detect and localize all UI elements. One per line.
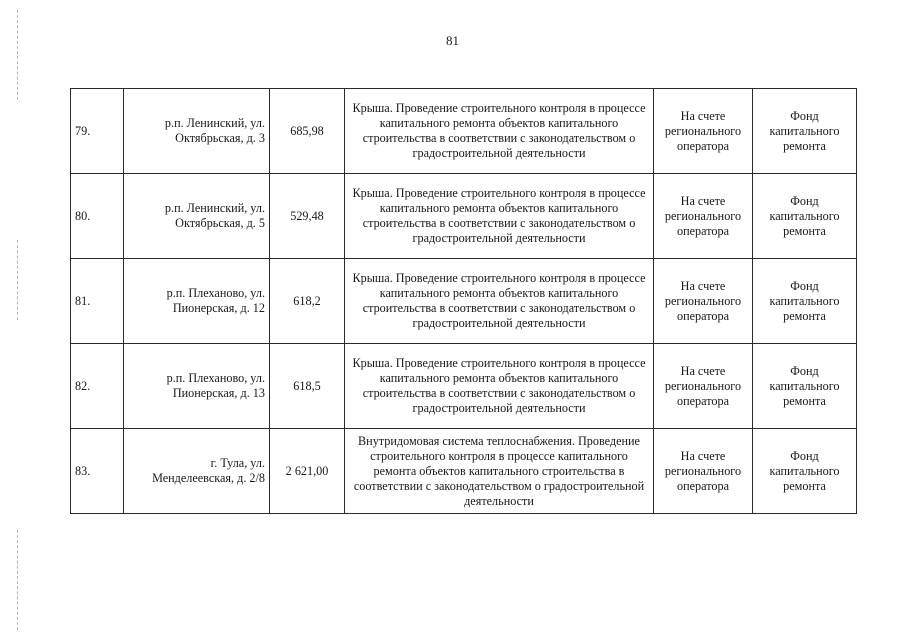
scan-edge-mark-top — [17, 10, 18, 100]
account-cell: На счете регионального оператора — [654, 174, 753, 259]
area-cell: 618,2 — [270, 259, 345, 344]
table-row — [71, 344, 857, 429]
page-number: 81 — [446, 33, 459, 48]
account-cell: На счете регионального оператора — [654, 429, 753, 514]
account-cell: На счете регионального оператора — [654, 259, 753, 344]
row-number-cell: 82. — [71, 344, 124, 429]
address-cell: р.п. Плеханово, ул. Пионерская, д. 13 — [124, 344, 270, 429]
account-cell: На счете регионального оператора — [654, 344, 753, 429]
row-number-cell: 79. — [71, 89, 124, 174]
table-row — [71, 174, 857, 259]
work-description-cell: Крыша. Проведение строительного контроля в процессе капитального ремонта объектов капитального строительства в соответствии с законодательством о градостроительной деятельности — [345, 344, 654, 429]
funding-source-cell: Фонд капитального ремонта — [753, 259, 857, 344]
table-row — [71, 89, 857, 174]
address-cell: р.п. Ленинский, ул. Октябрьская, д. 3 — [124, 89, 270, 174]
table-row — [71, 259, 857, 344]
row-number-cell: 83. — [71, 429, 124, 514]
scan-edge-mark-middle — [17, 240, 18, 320]
area-cell: 529,48 — [270, 174, 345, 259]
funding-source-cell: Фонд капитального ремонта — [753, 429, 857, 514]
address-cell: г. Тула, ул. Менделеевская, д. 2/8 — [124, 429, 270, 514]
address-cell: р.п. Ленинский, ул. Октябрьская, д. 5 — [124, 174, 270, 259]
scan-edge-mark-bottom — [17, 530, 18, 630]
funding-source-cell: Фонд капитального ремонта — [753, 89, 857, 174]
area-cell: 618,5 — [270, 344, 345, 429]
work-description-cell: Крыша. Проведение строительного контроля в процессе капитального ремонта объектов капитального строительства в соответствии с законодательством о градостроительной деятельности — [345, 174, 654, 259]
funding-source-cell: Фонд капитального ремонта — [753, 344, 857, 429]
funding-source-cell: Фонд капитального ремонта — [753, 174, 857, 259]
work-description-cell: Внутридомовая система теплоснабжения. Проведение строительного контроля в процессе капитального ремонта объектов капитального строительства в соответствии с законодательством о градостроительной деятельности — [345, 429, 654, 514]
repair-objects-table — [70, 88, 857, 514]
area-cell: 685,98 — [270, 89, 345, 174]
row-number-cell: 81. — [71, 259, 124, 344]
account-cell: На счете регионального оператора — [654, 89, 753, 174]
table-row — [71, 429, 857, 514]
work-description-cell: Крыша. Проведение строительного контроля в процессе капитального ремонта объектов капитального строительства в соответствии с законодательством о градостроительной деятельности — [345, 89, 654, 174]
row-number-cell: 80. — [71, 174, 124, 259]
address-cell: р.п. Плеханово, ул. Пионерская, д. 12 — [124, 259, 270, 344]
work-description-cell: Крыша. Проведение строительного контроля в процессе капитального ремонта объектов капитального строительства в соответствии с законодательством о градостроительной деятельности — [345, 259, 654, 344]
area-cell: 2 621,00 — [270, 429, 345, 514]
